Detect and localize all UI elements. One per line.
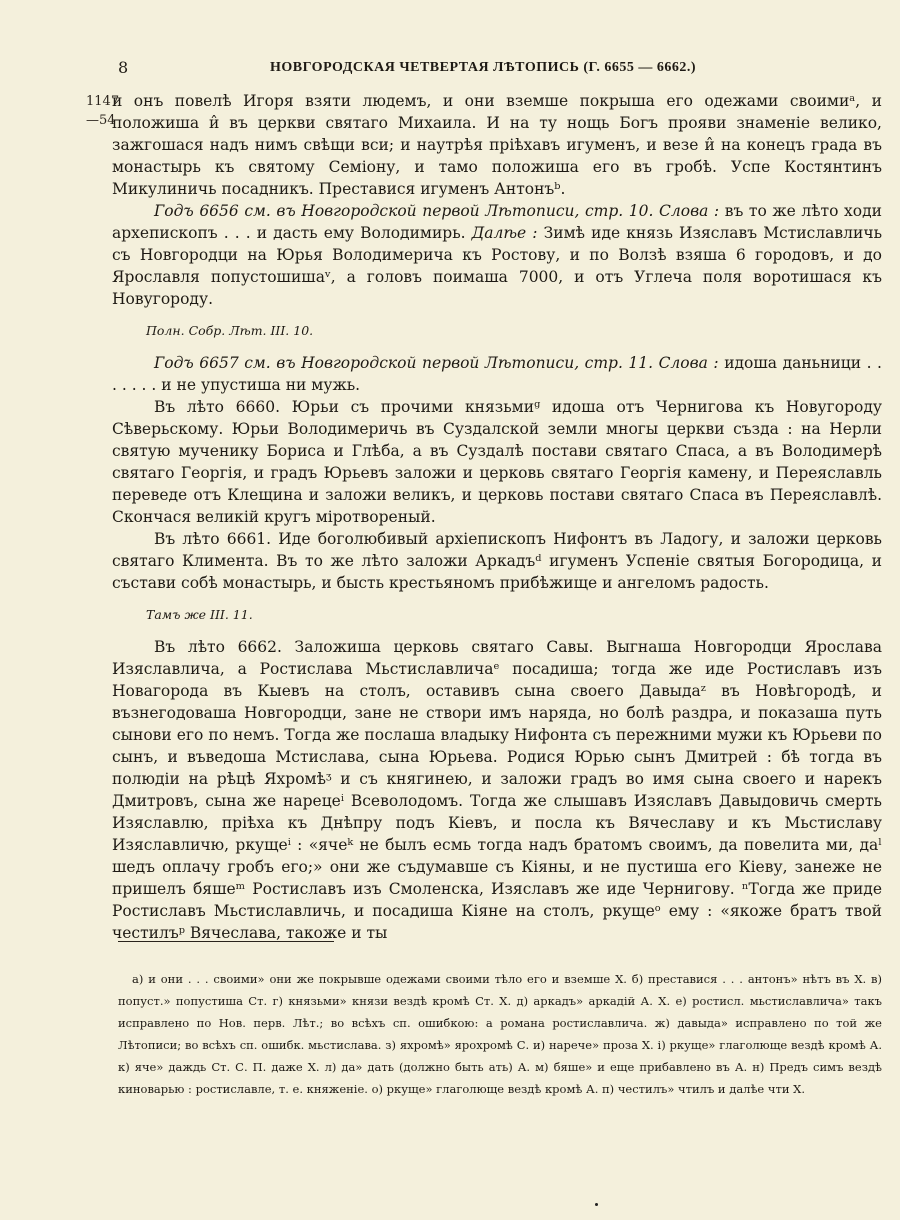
- footnote-block: а) и они . . . своими» они же покрывше одежами своими тѣло его и вземше Х. б) преставися . . . антонъ» нѣтъ въ Х. в) попуст.» попустиша Ст. г) князьми» князи вездѣ кромѣ Ст. Х. д) аркадъ» аркадій А. Х. е) ростисл. мьстиславлича» такъ исправлено по Нов. перв. Лѣт.; во всѣхъ сп. ошибкою: а романа ростиславлича. ж) давыда» исправлено по той же Лѣтописи; во всѣхъ сп. ошибк. мьстислава. з) яхромѣ» ярохромѣ С. и) нарече» проза Х. і) ркуще» глаголюще вездѣ кромѣ А. к) яче» даждь Ст. С. П. даже Х. л) да» дать (должно быть ать) А. м) бяше» и еще прибавлено въ А. н) Предъ симъ вездѣ киноварью : ростиславле, т. е. княженіе. о) ркуще» глаголюще вездѣ кромѣ А. п) честилъ» чтилъ и далѣе чти Х.: [118, 972, 882, 1096]
- running-title: НОВГОРОДСКАЯ ЧЕТВЕРТАЯ ЛѢТОПИСЬ (Г. 6655 — 6662.): [270, 60, 697, 75]
- footnote-divider: [118, 941, 334, 942]
- paragraph-6660: Въ лѣто 6660. Юрьи съ прочими князьмиᵍ идоша отъ Чернигова къ Новугороду Сѣверьскому. Юрьи Володимеричь въ Суздалской земли многы церкви създа : на Нерли святую мученику Бориса и Глѣба, а въ Суздалѣ постави святаго Спаса, а въ Володимерѣ святаго Георгія, и градъ Юрьевъ заложи и церковь святаго Георгія камену, и Переяславль переведе отъ Клещина и заложи великъ, и церковь постави святаго Спаса въ Переяславлѣ. Скончася великій кругъ міротвореный.: [112, 398, 882, 526]
- chronicle-text: [112, 90, 882, 944]
- dalee-marker: Далѣе :: [471, 224, 538, 242]
- source-reference-2: Тамъ же III. 11.: [146, 607, 253, 622]
- margin-year-start: 1147: [86, 94, 120, 109]
- print-speck: [595, 1203, 598, 1206]
- year-6656-text: Зимѣ иде князь Изяславъ Мстиславличь съ Новгородци на Юрья Володимерича къ Ростову, и по Волзѣ взяша 6 городовъ, и до Ярославля попустошишаᵛ, а головъ поимаша 7000, и отъ Углеча поля воротишася къ Новугороду.: [112, 224, 883, 308]
- paragraph-6661: Въ лѣто 6661. Иде боголюбивый архіепископъ Нифонтъ въ Ладогу, и заложи церковь святаго Климента. Въ то же лѣто заложи Аркадъᵈ игуменъ Успеніе святыя Богородица, и състави собѣ монастырь, и бысть крестьяномъ прибѣжище и ангеломъ радость.: [112, 530, 882, 592]
- year-6657-reference: Годъ 6657 см. въ Новгородской первой Лѣтописи, стр. 11. Слова :: [154, 354, 719, 372]
- paragraph-6662: Въ лѣто 6662. Заложиша церковь святаго Савы. Выгнаша Новгородци Ярослава Изяславлича, а Ростислава Мьстиславличаᵉ посадиша; тогда же иде Ростиславъ изъ Новагорода въ Кыевъ на столъ, оставивъ сына своего Давыдаᶻ въ Новѣгородѣ, и възнегодоваша Новгородци, зане не створи имъ наряда, но болѣ раздра, и показаша путь сынови его по немъ. Тогда же послаша владыку Нифонта съ пережними мужи къ Юрьеви по сынъ, и въведоша Мстислава, сына Юрьева. Родися Юрью сынъ Дмитрей : бѣ тогда въ полюдіи на рѣцѣ Яхромѣᶾ и съ княгинею, и заложи градъ во имя сына своего и нарекъ Дмитровъ, сына же нарецеⁱ Всеволодомъ. Тогда же слышавъ Изяславъ Давыдовичь смерть Изяславлю, пріѣха къ Днѣпру подъ Кіевъ, и посла къ Вячеславу и къ Мьстиславу Изяславличю, ркущеⁱ : «ячеᵏ не былъ есмь тогда надъ братомъ своимъ, да повелита ми, даˡ шедъ оплачу гробъ его;» они же съдумавше съ Кіяны, и не пустиша его Кіеву, занеже не пришелъ бяшеᵐ Ростиславъ изъ Смоленска, Изяславъ же иде Чернигову. ⁿТогда же приде Ростиславъ Мьстиславличь, и посадиша Кіяне на столъ, ркущеᵒ ему : «якоже братъ твой честилъᵖ Вячеслава, такоже и ты: [112, 638, 882, 942]
- paragraph-6657: [112, 352, 882, 396]
- year-6656-reference: Годъ 6656 см. въ Новгородской первой Лѣтописи, стр. 10. Слова :: [154, 202, 720, 220]
- paragraph-6656: [112, 200, 882, 310]
- margin-year-end: —54: [86, 113, 116, 128]
- source-reference-1: Полн. Собр. Лѣт. III. 10.: [146, 323, 314, 338]
- year-6657-quote: идоша даньници . . . . . . . и не упустиша ни мужь.: [112, 354, 882, 394]
- year-6656-quote: въ то же лѣто ходи архепископъ . . . и дасть ему Володимирь.: [112, 202, 882, 242]
- page-header: [118, 58, 838, 80]
- paragraph-1147: и онъ повелѣ Игоря взяти людемъ, и они вземше покрыша его одежами своимиᵃ, и положиша и̂ въ церкви святаго Михаила. И на ту нощь Богъ прояви знаменіе велико, зажгошася надъ нимъ свѣщи вси; и наутрѣя пріѣхавъ игуменъ, и везе и̂ на конецъ града въ монастырь къ святому Семіону, и тамо положиша его въ гробѣ. Успе Костянтинъ Микулиничь посадникъ. Преставися игуменъ Антонъᵇ.: [112, 92, 882, 198]
- footnotes: [118, 968, 882, 1100]
- page-number: 8: [118, 58, 129, 77]
